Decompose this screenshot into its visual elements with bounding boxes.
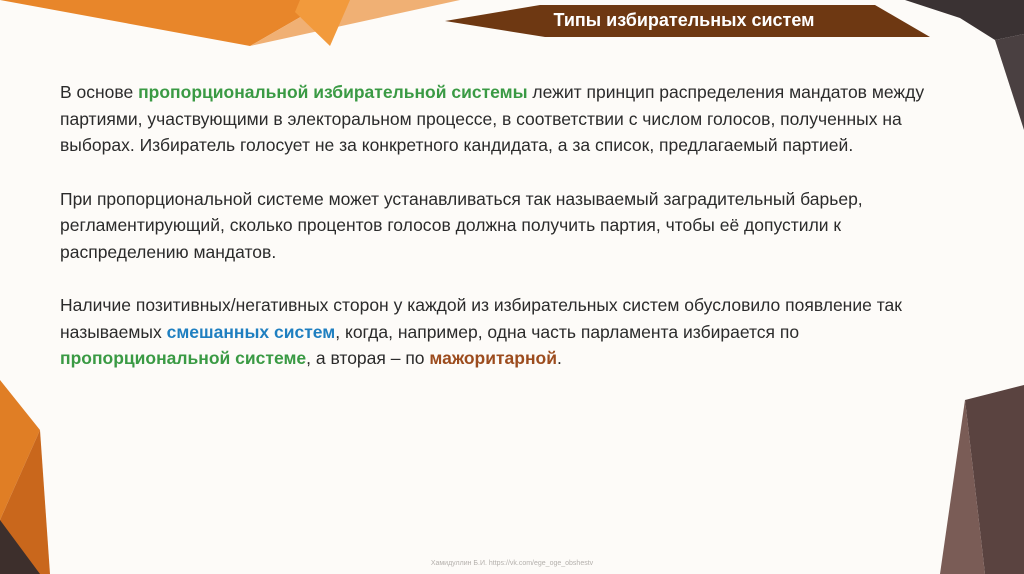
highlighted-term: смешанных систем <box>166 321 336 342</box>
paragraph-text: , когда, например, одна часть парламента избирается по <box>335 321 800 342</box>
paragraph-text: . <box>556 348 562 368</box>
title-bar <box>0 0 1024 40</box>
slide-body <box>60 79 960 399</box>
paragraph-text: В основе <box>60 82 139 102</box>
body-paragraph <box>60 292 960 372</box>
paragraph-text: , а вторая – по <box>306 348 430 368</box>
body-paragraph <box>60 79 960 159</box>
top-right-dark-shard-2 <box>995 34 1024 130</box>
body-paragraph <box>60 186 960 266</box>
paragraph-text: Наличие позитивных/негативных сторон у каждой из избирательных систем обусловило появление так называемых <box>60 295 902 342</box>
paragraph-text: лежит принцип распределения мандатов между партиями, участвующими в электоральном процессе, в соответствии с числом голосов, полученных на выборах. Избиратель голосует не за конкретного кандидата, а за список, предлагаемый партией. <box>60 82 925 155</box>
paragraph-text: При пропорциональной системе может устанавливаться так называемый заградительный барьер, регламентирующий, сколько процентов голосов должна получить партия, чтобы её допустили к распределению мандатов. <box>60 188 863 262</box>
highlighted-term: мажоритарной <box>429 348 557 368</box>
highlighted-term: пропорциональной системе <box>60 348 307 368</box>
slide-footer: Хамидуллин Б.И. https://vk.com/ege_oge_obshestv <box>430 560 594 567</box>
slide-title: Типы избирательных систем <box>553 10 815 30</box>
highlighted-term: пропорциональной избирательной системы <box>138 82 528 102</box>
